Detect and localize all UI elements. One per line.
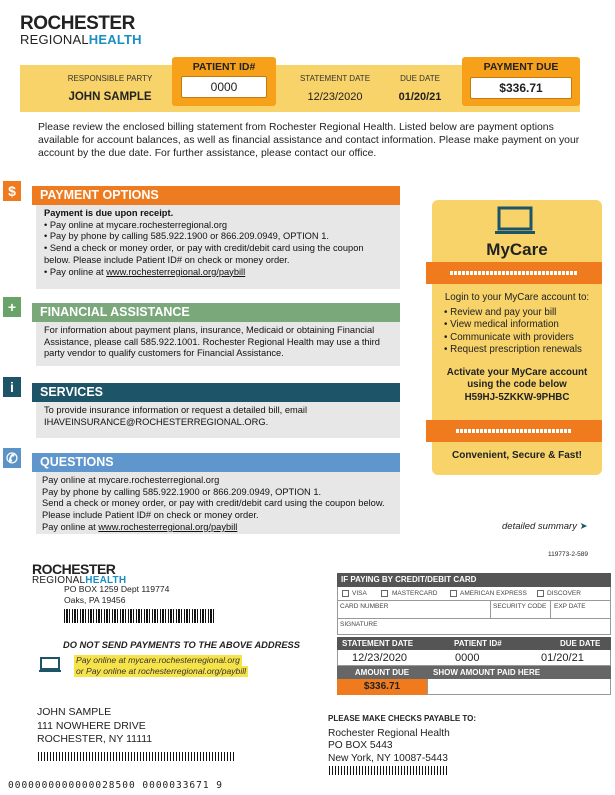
services-body [36,402,400,438]
financial-assistance-title: FINANCIAL ASSISTANCE [32,303,400,322]
mastercard-checkbox[interactable] [381,590,388,597]
patient-id-value: 0000 [181,76,267,98]
questions-title: QUESTIONS [32,453,400,472]
mailing-address [37,706,152,747]
visa-checkbox[interactable] [342,590,349,597]
visa-label: VISA [352,590,367,597]
mycare-activate-line1: Activate your MyCare account [446,367,588,378]
mailing-city: ROCHESTER, NY 11111 [37,733,153,745]
statement-date-label: STATEMENT DATE [299,74,371,83]
logo [20,14,142,46]
responsible-party: JOHN SAMPLE [68,91,152,103]
detailed-summary-link[interactable] [502,521,588,532]
cc-divider2 [337,618,611,619]
coupon-logo-regional: REGIONAL [32,575,86,586]
responsible-party-label: RESPONSIBLE PARTY [67,74,153,83]
patient-id-label: PATIENT ID# [192,61,256,73]
coupon-logo-health: HEALTH [85,575,127,586]
payable-to [328,713,476,765]
mycare-item: • View medical information [444,319,559,331]
intro-text: Please review the enclosed billing statement from Rochester Regional Health. Listed below are payment options available for account balances, as well as financial assistance and contact information. Please make payment on your account by the due date. For further assistance, please contact our office. [38,122,580,160]
stub-amount-due: $336.71 [337,679,427,695]
stub-statement-date-label: STATEMENT DATE [342,639,414,648]
payable-line2: PO BOX 5443 [328,740,393,751]
services-line1: To provide insurance information or request a detailed bill, email [44,405,308,415]
amount-due-label-cell: AMOUNT DUE [337,666,427,679]
cc-vdivider2 [550,600,551,618]
discover-label: DISCOVER [547,590,581,597]
mycare-activate [432,367,602,404]
discover-checkbox[interactable] [537,590,544,597]
card-number-field[interactable]: CARD NUMBER [340,603,389,610]
scanline: 0000000000000028500 0000033671 9 [8,780,224,791]
logo-regional: REGIONAL [20,32,89,47]
logo-health: HEALTH [88,32,142,47]
questions-line: Send a check or money order, or pay with credit/debit card using the coupon below. Please include Patient ID# on check or money order. [42,498,385,521]
mycare-url-redacted-bottom [456,429,572,433]
barcode [64,609,214,623]
mailing-street: 111 NOWHERE DRIVE [37,719,146,732]
financial-assistance-body: For information about payment plans, insurance, Medicaid or obtaining Financial Assistance, please call 585.922.1001. Rochester Regional Health may use a third party vendor to qualify customers for Financial Assistance. [36,322,400,366]
payment-due-value: $336.71 [470,77,572,99]
online-pay-line1: Pay online at mycare.rochesterregional.org [76,655,240,665]
mastercard-label: MASTERCARD [392,590,438,597]
signature-field[interactable]: SIGNATURE [340,621,378,628]
logo-line1: ROCHESTER [20,13,135,34]
coupon-logo-line1: ROCHESTER [32,561,116,577]
no-payment-warning: DO NOT SEND PAYMENTS TO THE ABOVE ADDRESS [63,640,300,650]
services-email: IHAVEINSURANCE@ROCHESTERREGIONAL.ORG. [44,416,269,427]
mycare-code: H59HJ-5ZKKW-9PHBC [464,391,570,403]
stub-due-date: 01/20/21 [541,652,584,664]
mycare-url-redacted [450,271,578,275]
stub-patient-id-label: PATIENT ID# [454,639,502,648]
mycare-title: MyCare [486,240,548,259]
mycare-intro: Login to your MyCare account to: [444,292,590,303]
cc-header: IF PAYING BY CREDIT/DEBIT CARD [337,573,611,587]
payment-option: • Send a check or money order, or pay with credit/debit card using the coupon below. Please include Patient ID# on check or money order. [44,243,392,266]
mycare-item: • Review and pay your bill [444,307,557,318]
mycare-item: • Request prescription renewals [444,343,582,355]
remit-address-line2: Oaks, PA 19456 [64,595,126,605]
payment-lead: Payment is due upon receipt. [44,208,174,218]
amex-label: AMERICAN EXPRESS [460,590,527,597]
questions-online-prefix: Pay online at [42,521,99,532]
info-icon: i [3,377,21,397]
stub-patient-id: 0000 [455,652,480,664]
services-title: SERVICES [32,383,400,402]
stub-statement-date: 12/23/2020 [352,652,408,664]
mycare-item: • Communicate with providers [444,331,574,343]
payable-postal-barcode [329,766,449,775]
amex-checkbox[interactable] [450,590,457,597]
remit-address-line1: PO BOX 1259 Dept 119774 [64,584,170,594]
payment-due-label: PAYMENT DUE [483,61,559,73]
questions-line: Pay online at mycare.rochesterregional.org [42,475,220,485]
questions-line [42,522,392,534]
questions-paybill-link[interactable]: www.rochesterregional.org/paybill [98,521,238,532]
due-date-label: DUE DATE [400,74,440,83]
mycare-activate-line2: using the code below [467,379,567,391]
stub-due-date-label: DUE DATE [560,639,601,648]
online-pay-highlight [74,655,248,677]
detailed-summary-text: detailed summary [502,521,577,532]
payment-options-title: PAYMENT OPTIONS [32,186,400,205]
phone-icon: ✆ [3,448,21,468]
mycare-footer: Convenient, Secure & Fast! [451,450,583,461]
cc-divider [337,600,611,601]
laptop-icon-small [38,657,62,673]
mailing-name: JOHN SAMPLE [37,706,112,718]
coupon-logo [32,562,126,586]
payment-online-prefix: Pay online at [49,266,107,277]
exp-date-field[interactable]: EXP DATE [554,603,586,610]
statement-date: 12/23/2020 [307,91,363,103]
payment-option: • Pay online at mycare.rochesterregional.org [44,220,392,232]
postal-barcode [38,752,234,761]
coupon-ref: 119773-2-589 [548,551,588,558]
due-date: 01/20/21 [398,91,442,103]
questions-body [36,472,400,534]
online-pay-line2: or Pay online at rochesterregional.org/paybill [76,666,247,676]
mycare-list [444,307,602,356]
questions-line: Pay by phone by calling 585.922.1900 or 866.209.0949, OPTION 1. [42,486,322,497]
payable-label: PLEASE MAKE CHECKS PAYABLE TO: [328,714,477,723]
arrow-right-icon: ➤ [579,521,588,532]
payment-options-body [36,205,400,289]
security-code-field[interactable]: SECURITY CODE [493,603,547,610]
payable-line1: Rochester Regional Health [328,727,450,739]
payment-option [44,267,392,279]
paybill-link[interactable]: www.rochesterregional.org/paybill [106,266,246,277]
dollar-icon: $ [3,181,21,201]
amount-paid-input[interactable] [427,679,611,695]
show-amount-label-cell: SHOW AMOUNT PAID HERE [427,666,611,679]
payable-line3: New York, NY 10087-5443 [328,752,448,764]
remit-address [64,584,169,606]
cc-vdivider1 [490,600,491,618]
plus-icon: + [3,297,21,317]
laptop-icon [493,206,537,236]
payment-option: • Pay by phone by calling 585.922.1900 or 866.209.0949, OPTION 1. [44,231,392,243]
